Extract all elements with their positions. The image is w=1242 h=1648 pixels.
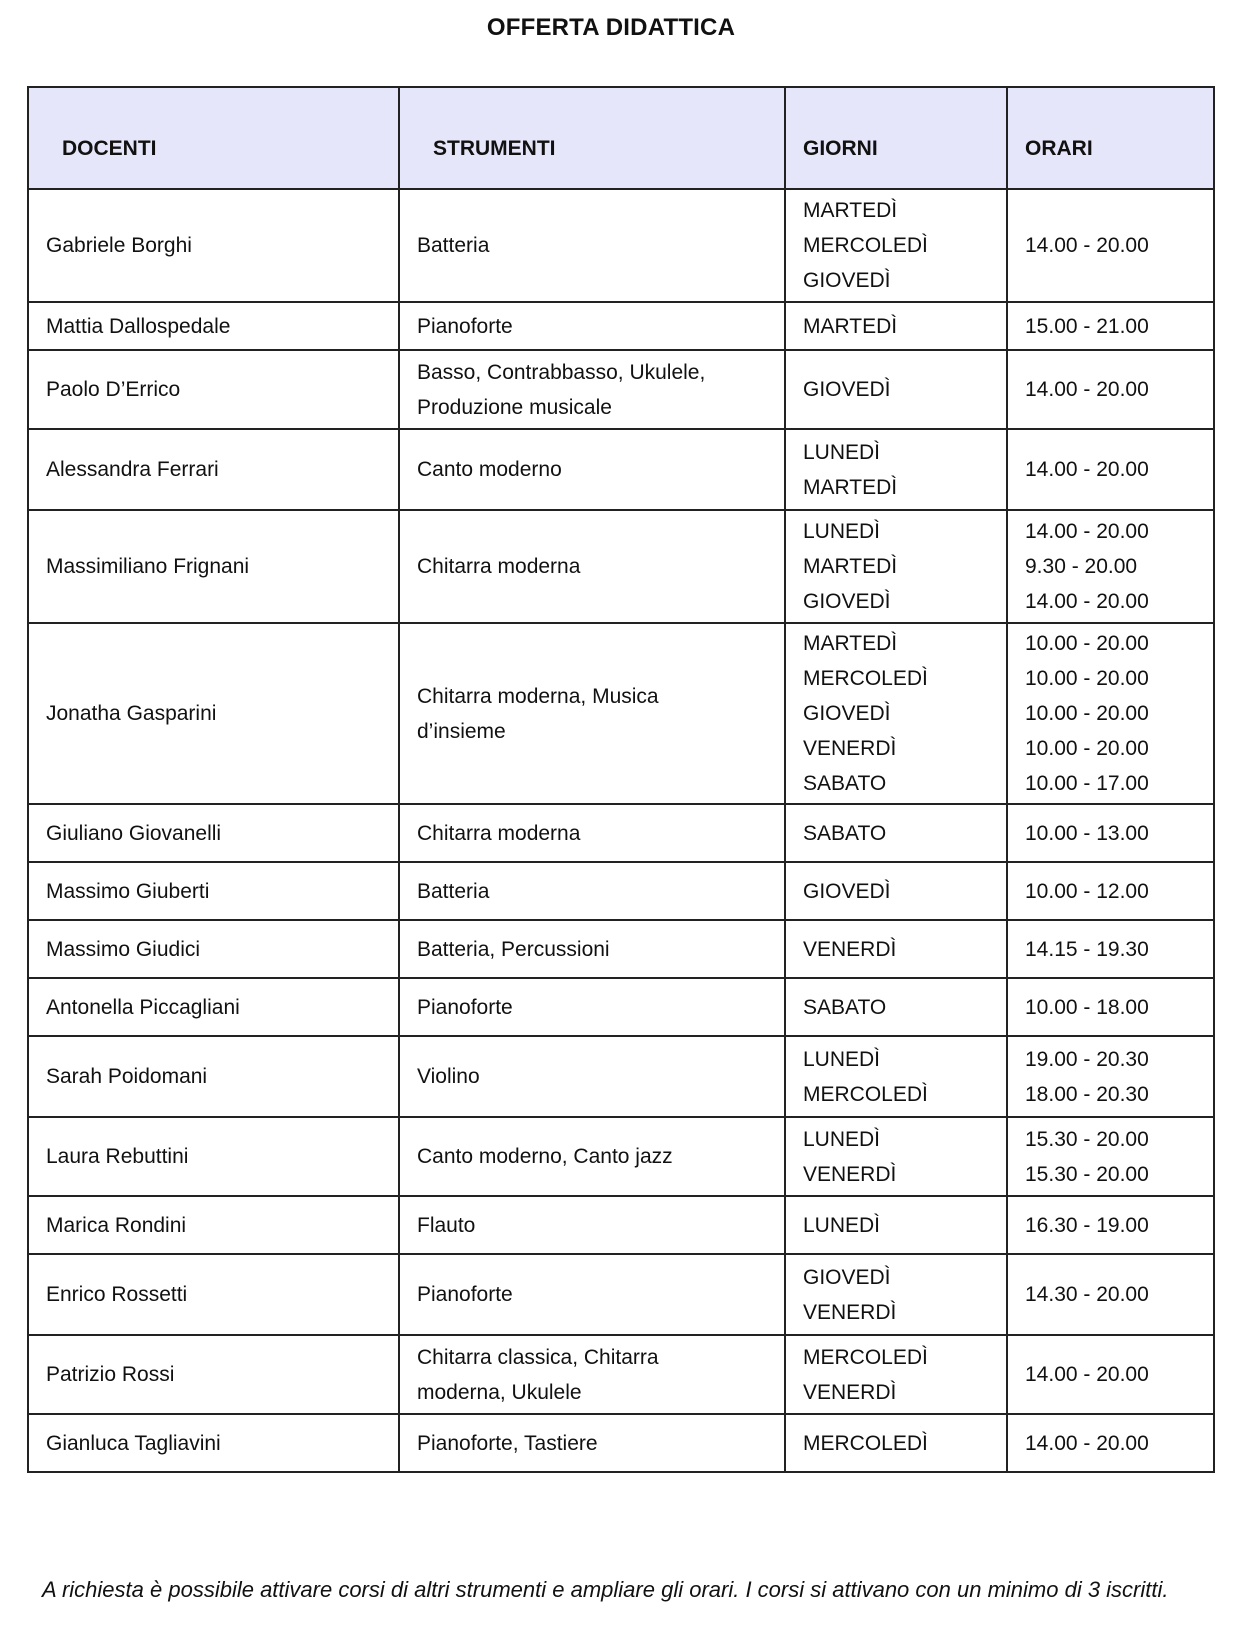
cell-giorni-line: MARTEDÌ: [803, 632, 898, 655]
cell-orari-line: 14.00 - 20.00: [1025, 1363, 1149, 1386]
cell-giorni-line: MERCOLEDÌ: [803, 1431, 928, 1455]
cell-docente: Gianluca Tagliavini: [28, 1414, 399, 1472]
table-row: [28, 1117, 1214, 1196]
table-row: [28, 1335, 1214, 1414]
cell-orari: [1007, 510, 1214, 623]
table-row: [28, 302, 1214, 350]
cell-giorni-line: LUNEDÌ: [803, 1213, 881, 1237]
cell-strumenti: [399, 302, 785, 350]
cell-giorni-line: GIOVEDÌ: [803, 378, 891, 401]
cell-strumenti-line: Pianoforte, Tastiere: [417, 1431, 598, 1455]
cell-strumenti-line: Batteria, Percussioni: [417, 937, 610, 961]
header-giorni: GIORNI: [785, 87, 1007, 189]
cell-giorni-line: GIOVEDÌ: [803, 1265, 891, 1289]
cell-strumenti: [399, 1117, 785, 1196]
cell-orari: [1007, 920, 1214, 978]
cell-giorni-line: VENERDÌ: [803, 737, 897, 760]
cell-orari-line: 10.00 - 20.00: [1025, 632, 1149, 655]
cell-giorni-line: MARTEDÌ: [803, 555, 898, 578]
cell-giorni-line: VENERDÌ: [803, 937, 897, 961]
cell-orari: [1007, 1414, 1214, 1472]
cell-strumenti: [399, 623, 785, 804]
cell-giorni: [785, 920, 1007, 978]
cell-orari-line: 15.00 - 21.00: [1025, 314, 1149, 338]
cell-giorni-line: MERCOLEDÌ: [803, 1345, 928, 1369]
cell-docente: Massimiliano Frignani: [28, 510, 399, 623]
cell-giorni: [785, 189, 1007, 302]
cell-giorni-line: MERCOLEDÌ: [803, 667, 928, 690]
cell-giorni: [785, 623, 1007, 804]
cell-giorni-line: VENERDÌ: [803, 1380, 897, 1404]
cell-orari: [1007, 350, 1214, 429]
cell-strumenti: [399, 510, 785, 623]
cell-strumenti-line: Batteria: [417, 234, 490, 257]
table-row: [28, 1036, 1214, 1117]
table-row: [28, 350, 1214, 429]
cell-strumenti-line: Canto moderno: [417, 458, 562, 481]
cell-orari: [1007, 623, 1214, 804]
cell-strumenti-line: Flauto: [417, 1213, 476, 1237]
cell-strumenti: [399, 862, 785, 920]
table-row: [28, 1196, 1214, 1254]
cell-giorni-line: GIOVEDÌ: [803, 879, 891, 903]
cell-orari-line: 14.00 - 20.00: [1025, 378, 1149, 401]
cell-strumenti-line: d’insieme: [417, 719, 506, 743]
cell-strumenti-line: Chitarra classica, Chitarra: [417, 1345, 659, 1369]
cell-giorni-line: GIOVEDÌ: [803, 590, 891, 613]
cell-orari-line: 14.30 - 20.00: [1025, 1283, 1149, 1306]
cell-orari: [1007, 1196, 1214, 1254]
cell-orari: [1007, 1117, 1214, 1196]
cell-giorni-line: MARTEDÌ: [803, 199, 898, 222]
cell-giorni: [785, 1117, 1007, 1196]
cell-strumenti: [399, 1196, 785, 1254]
cell-docente: Enrico Rossetti: [28, 1254, 399, 1335]
cell-docente: Jonatha Gasparini: [28, 623, 399, 804]
cell-giorni: [785, 1254, 1007, 1335]
cell-orari-line: 10.00 - 12.00: [1025, 879, 1149, 903]
cell-strumenti-line: Chitarra moderna, Musica: [417, 684, 659, 708]
cell-docente: Paolo D’Errico: [28, 350, 399, 429]
cell-orari-line: 14.00 - 20.00: [1025, 458, 1149, 481]
cell-strumenti: [399, 1036, 785, 1117]
cell-strumenti: [399, 978, 785, 1036]
cell-docente: Alessandra Ferrari: [28, 429, 399, 510]
cell-docente: Laura Rebuttini: [28, 1117, 399, 1196]
cell-docente: Mattia Dallospedale: [28, 302, 399, 350]
table-row: [28, 429, 1214, 510]
cell-orari-line: 10.00 - 18.00: [1025, 995, 1149, 1019]
cell-orari-line: 10.00 - 13.00: [1025, 821, 1149, 845]
cell-orari-line: 14.00 - 20.00: [1025, 234, 1149, 257]
cell-orari-line: 16.30 - 19.00: [1025, 1213, 1149, 1237]
cell-strumenti-line: Pianoforte: [417, 314, 513, 338]
cell-strumenti: [399, 429, 785, 510]
cell-giorni-line: MERCOLEDÌ: [803, 234, 928, 257]
cell-orari-line: 14.15 - 19.30: [1025, 937, 1149, 961]
cell-strumenti-line: Chitarra moderna: [417, 555, 581, 578]
cell-giorni-line: MARTEDÌ: [803, 314, 898, 338]
cell-orari: [1007, 1335, 1214, 1414]
cell-giorni: [785, 350, 1007, 429]
cell-docente: Massimo Giuberti: [28, 862, 399, 920]
cell-strumenti-line: Basso, Contrabbasso, Ukulele,: [417, 360, 706, 384]
table-body: [28, 189, 1214, 1472]
cell-docente: Antonella Piccagliani: [28, 978, 399, 1036]
cell-giorni: [785, 804, 1007, 862]
table-row: [28, 978, 1214, 1036]
cell-strumenti: [399, 189, 785, 302]
cell-giorni-line: LUNEDÌ: [803, 1047, 881, 1071]
cell-orari-line: 10.00 - 17.00: [1025, 772, 1149, 795]
cell-docente: Marica Rondini: [28, 1196, 399, 1254]
footnote: A richiesta è possibile attivare corsi di altri strumenti e ampliare gli orari. I corsi si attivano con un minimo di 3 iscritti.: [42, 1577, 1169, 1602]
table-row: [28, 862, 1214, 920]
cell-docente: Gabriele Borghi: [28, 189, 399, 302]
cell-giorni-line: SABATO: [803, 995, 887, 1019]
cell-orari-line: 10.00 - 20.00: [1025, 667, 1149, 690]
cell-giorni-line: LUNEDÌ: [803, 440, 881, 464]
table-row: [28, 189, 1214, 302]
header-orari: ORARI: [1007, 87, 1214, 189]
cell-strumenti: [399, 1254, 785, 1335]
cell-orari-line: 15.30 - 20.00: [1025, 1162, 1149, 1186]
cell-orari-line: 10.00 - 20.00: [1025, 702, 1149, 725]
header-strumenti: STRUMENTI: [399, 87, 785, 189]
cell-orari-line: 14.00 - 20.00: [1025, 590, 1149, 613]
cell-giorni-line: MERCOLEDÌ: [803, 1082, 928, 1106]
cell-strumenti: [399, 350, 785, 429]
cell-giorni: [785, 1036, 1007, 1117]
table-row: [28, 804, 1214, 862]
cell-strumenti-line: Pianoforte: [417, 1283, 513, 1306]
cell-orari-line: 14.00 - 20.00: [1025, 520, 1149, 543]
cell-orari: [1007, 1254, 1214, 1335]
table-row: [28, 623, 1214, 804]
cell-strumenti: [399, 1414, 785, 1472]
cell-strumenti: [399, 920, 785, 978]
cell-giorni-line: LUNEDÌ: [803, 1127, 881, 1151]
cell-giorni: [785, 1196, 1007, 1254]
cell-strumenti: [399, 1335, 785, 1414]
cell-giorni: [785, 429, 1007, 510]
cell-orari-line: 18.00 - 20.30: [1025, 1082, 1149, 1106]
cell-giorni: [785, 978, 1007, 1036]
cell-strumenti-line: Canto moderno, Canto jazz: [417, 1145, 673, 1168]
cell-giorni-line: GIOVEDÌ: [803, 269, 891, 292]
schedule-table: [27, 86, 1215, 1473]
cell-strumenti: [399, 804, 785, 862]
cell-strumenti-line: moderna, Ukulele: [417, 1380, 582, 1404]
cell-docente: Massimo Giudici: [28, 920, 399, 978]
cell-strumenti-line: Pianoforte: [417, 995, 513, 1019]
cell-orari: [1007, 1036, 1214, 1117]
cell-orari-line: 10.00 - 20.00: [1025, 737, 1149, 760]
cell-giorni: [785, 510, 1007, 623]
cell-strumenti-line: Violino: [417, 1065, 480, 1088]
header-docenti: DOCENTI: [28, 87, 399, 189]
cell-orari-line: 9.30 - 20.00: [1025, 555, 1138, 578]
cell-orari: [1007, 302, 1214, 350]
cell-giorni-line: VENERDÌ: [803, 1300, 897, 1324]
cell-giorni-line: LUNEDÌ: [803, 520, 881, 543]
cell-docente: Patrizio Rossi: [28, 1335, 399, 1414]
cell-giorni: [785, 1335, 1007, 1414]
cell-strumenti-line: Produzione musicale: [417, 395, 612, 419]
table-row: [28, 510, 1214, 623]
cell-orari: [1007, 862, 1214, 920]
table-row: [28, 1414, 1214, 1472]
table-row: [28, 1254, 1214, 1335]
cell-giorni-line: GIOVEDÌ: [803, 702, 891, 725]
cell-docente: Sarah Poidomani: [28, 1036, 399, 1117]
cell-orari-line: 19.00 - 20.30: [1025, 1047, 1149, 1071]
cell-orari: [1007, 429, 1214, 510]
cell-giorni: [785, 1414, 1007, 1472]
cell-orari: [1007, 189, 1214, 302]
cell-strumenti-line: Chitarra moderna: [417, 821, 581, 845]
header-row: [28, 87, 1214, 189]
cell-giorni-line: SABATO: [803, 772, 887, 795]
page-title: OFFERTA DIDATTICA: [486, 14, 736, 41]
cell-orari: [1007, 978, 1214, 1036]
table-header: [28, 87, 1214, 189]
cell-giorni-line: MARTEDÌ: [803, 475, 898, 499]
cell-giorni: [785, 862, 1007, 920]
cell-giorni: [785, 302, 1007, 350]
cell-giorni-line: SABATO: [803, 821, 887, 845]
cell-docente: Giuliano Giovanelli: [28, 804, 399, 862]
cell-orari-line: 15.30 - 20.00: [1025, 1127, 1149, 1151]
cell-orari-line: 14.00 - 20.00: [1025, 1431, 1149, 1455]
cell-giorni-line: VENERDÌ: [803, 1162, 897, 1186]
table-row: [28, 920, 1214, 978]
cell-orari: [1007, 804, 1214, 862]
cell-strumenti-line: Batteria: [417, 879, 490, 903]
